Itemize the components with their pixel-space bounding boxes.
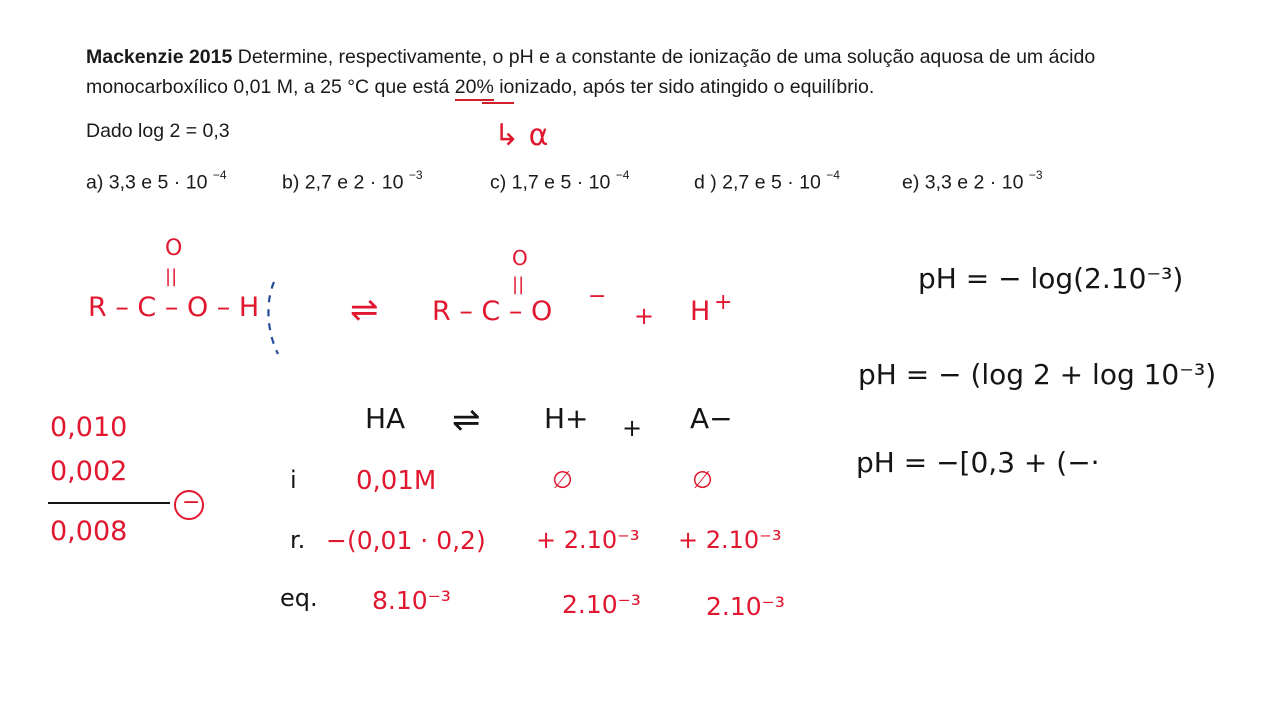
option-c-label: c) 1,7 e 5 · 10: [490, 171, 611, 194]
highlighted-percentage: 20%: [455, 72, 494, 102]
subtraction-middle: 0,002: [50, 456, 128, 487]
option-c-exponent: −4: [615, 168, 630, 182]
ice-row-equilibrium-label: eq.: [280, 584, 318, 612]
ice-initial-anion: ∅: [692, 466, 713, 494]
option-b-exponent: −3: [408, 168, 423, 182]
bond-break-dashes: [268, 282, 278, 354]
double-bond-right: ||: [512, 274, 525, 295]
conjugate-base: R – C – O: [432, 296, 553, 327]
given-data: Dado log 2 = 0,3: [86, 120, 230, 142]
proton: H: [690, 296, 711, 327]
ice-row-initial-label: i: [290, 466, 297, 494]
option-a-label: a) 3,3 e 5 · 10: [86, 171, 208, 194]
ice-header-acid: HA: [365, 402, 406, 435]
option-b-label: b) 2,7 e 2 · 10: [282, 171, 404, 194]
base-charge: −: [588, 284, 607, 309]
question-source: Mackenzie 2015: [86, 46, 233, 68]
ph-step-3: pH = −[0,3 + (−·: [856, 446, 1100, 479]
ice-initial-acid: 0,01M: [356, 466, 437, 496]
option-d-exponent: −4: [826, 168, 840, 182]
ice-reaction-acid: −(0,01 · 0,2): [326, 526, 486, 555]
carbonyl-oxygen-right: O: [512, 246, 528, 270]
alpha-note: ↳ α: [494, 118, 549, 153]
ph-step-2: pH = − (log 2 + log 10⁻³): [858, 358, 1217, 391]
question-body-2: ionizado, após ter sido atingido o equilíbrio.: [493, 76, 875, 98]
question-body-1: Determine, respectivamente, o pH e a constante de ionização de uma solução aquosa de um ácido monocarboxílico 0,01 M, a 25 °C que está: [86, 46, 1096, 98]
plus-sign: +: [634, 302, 655, 330]
acid-molecule: R – C – O – H: [88, 292, 260, 323]
ph-step-1: pH = − log(2.10⁻³): [918, 262, 1184, 295]
ice-header-anion: A−: [690, 402, 733, 435]
ice-row-reaction-label: r.: [290, 526, 306, 554]
double-bond-left: ||: [165, 266, 178, 287]
minus-circle-sign: −: [182, 490, 201, 515]
ice-equilibrium-proton: 2.10⁻³: [562, 590, 641, 619]
ice-header-plus: +: [622, 414, 643, 442]
option-a-exponent: −4: [212, 168, 227, 182]
subtraction-result: 0,008: [50, 516, 128, 547]
option-e-exponent: −3: [1028, 168, 1043, 182]
ice-reaction-proton: + 2.10⁻³: [536, 526, 640, 554]
ice-initial-proton: ∅: [552, 466, 573, 494]
ice-header-proton: H+: [544, 402, 589, 435]
ice-header-arrow: ⇌: [452, 400, 481, 440]
carbonyl-oxygen-left: O: [165, 236, 183, 261]
ice-reaction-anion: + 2.10⁻³: [678, 526, 782, 554]
ice-equilibrium-acid: 8.10⁻³: [372, 586, 451, 615]
ice-equilibrium-anion: 2.10⁻³: [706, 592, 785, 621]
option-e-label: e) 3,3 e 2 · 10: [902, 171, 1024, 194]
subtraction-top: 0,010: [50, 412, 128, 443]
equilibrium-arrow: ⇌: [350, 290, 379, 330]
proton-charge: +: [714, 290, 733, 315]
option-d-label: d ) 2,7 e 5 · 10: [694, 171, 821, 194]
